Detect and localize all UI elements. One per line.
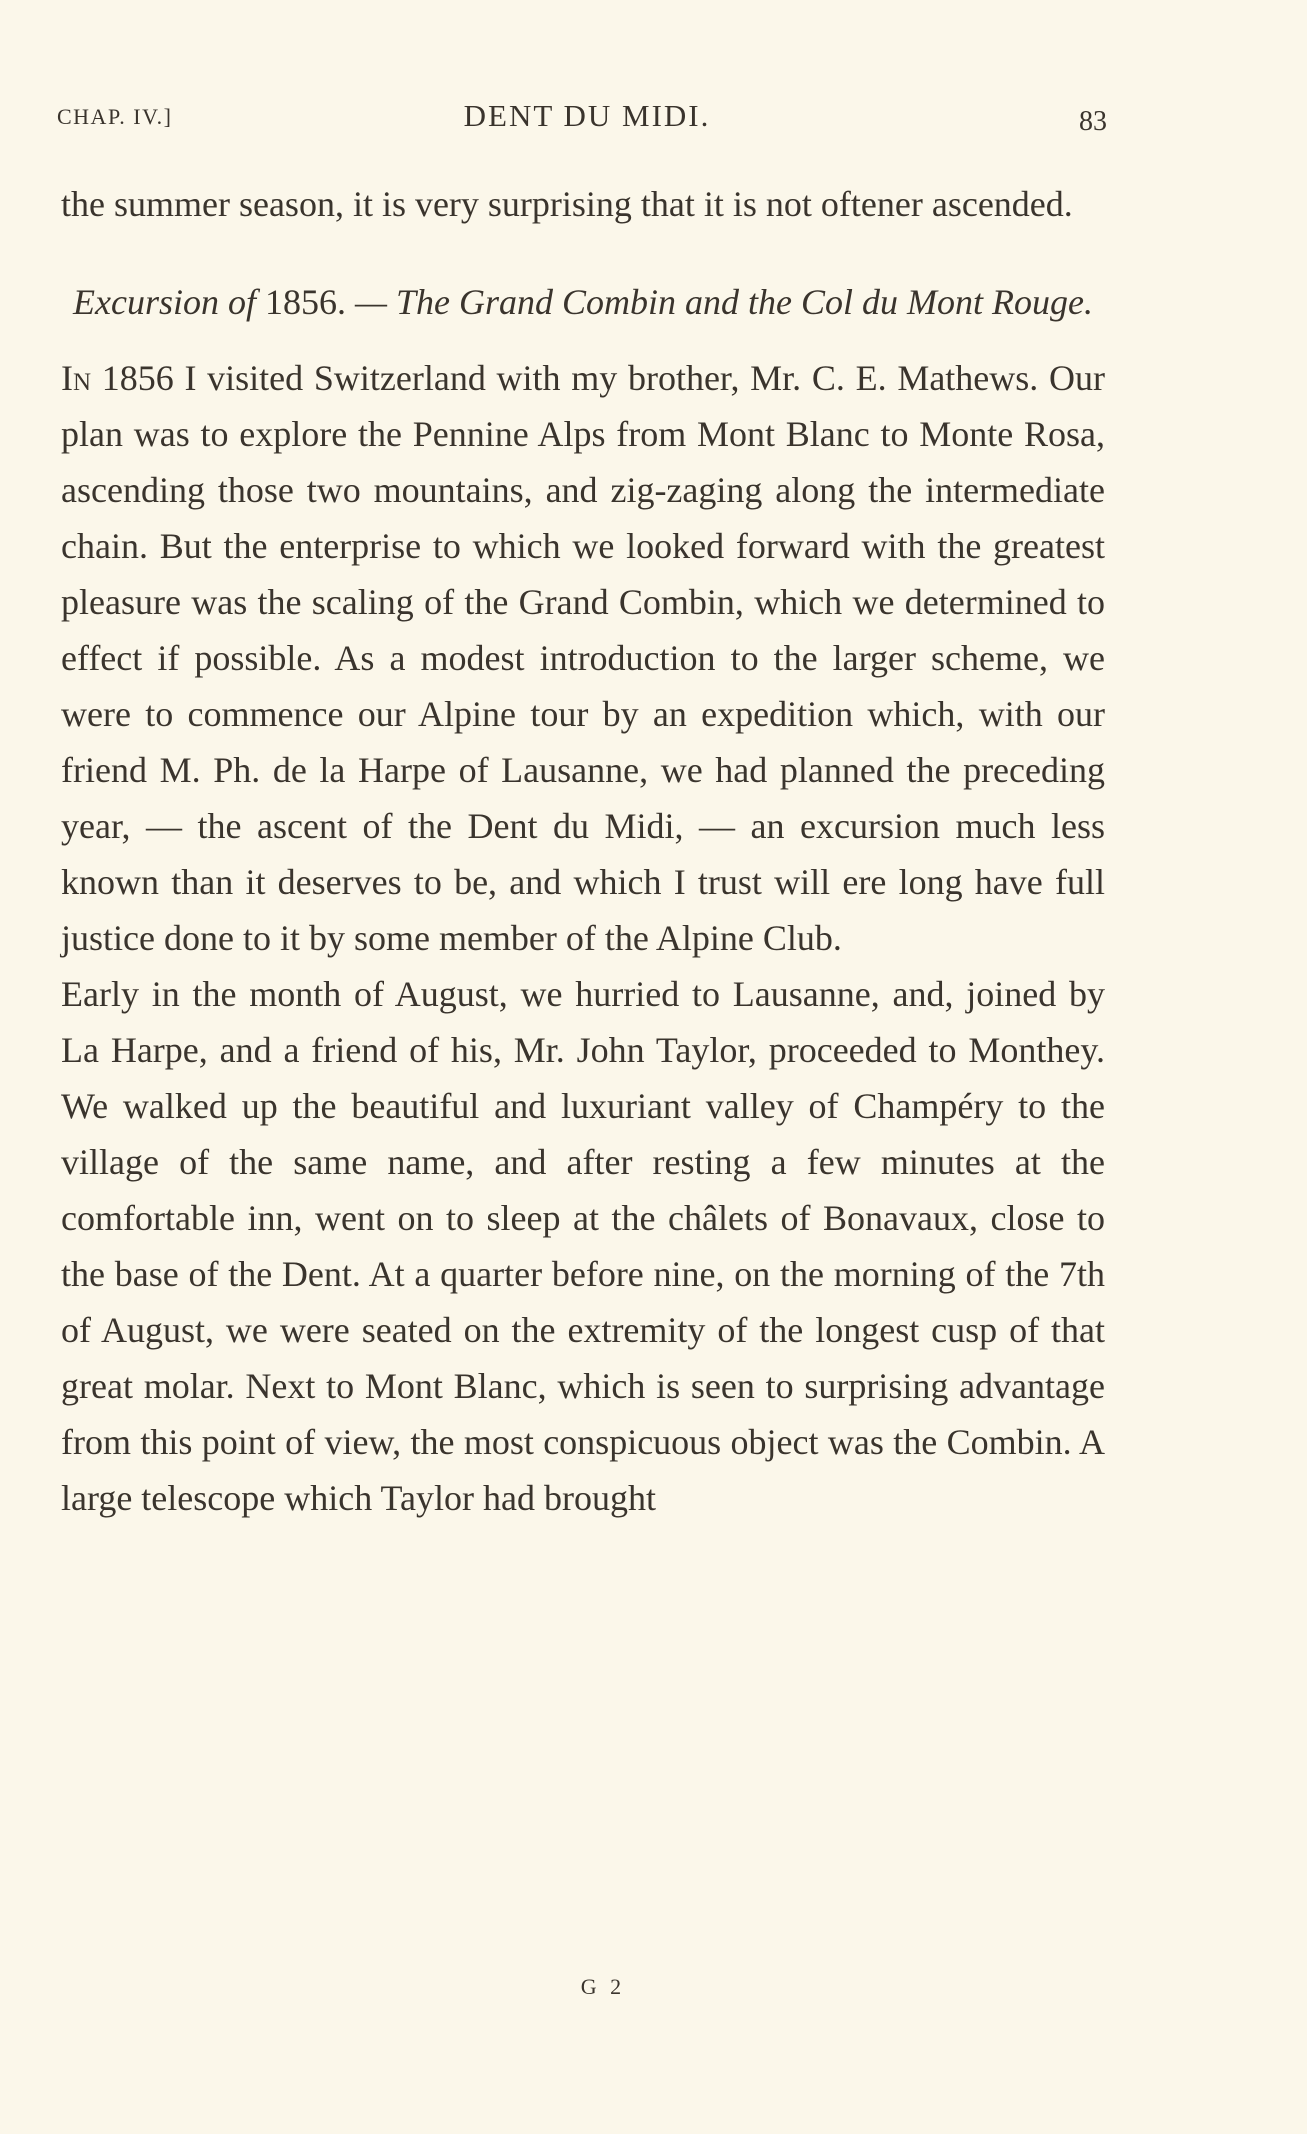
- body-text: [61, 176, 1105, 1526]
- running-head: [57, 98, 1107, 138]
- paragraph-body: 1856 I visited Switzerland with my brother, Mr. C. E. Mathews. Our plan was to explore the Pennine Alps from Mont Blanc to Monte Rosa, ascending those two mountains, and zig-zaging along the intermediate chain. But the enterprise to which we looked forward with the greatest pleasure was the scaling of the Grand Combin, which we determined to effect if possible. As a modest introduction to the larger scheme, we were to commence our Alpine tour by an expedition which, with our friend M. Ph. de la Harpe of Lausanne, we had planned the preceding year, — the ascent of the Dent du Midi, — an excursion much less known than it deserves to be, and which I trust will ere long have full justice done to it by some member of the Alpine Club.: [61, 358, 1105, 958]
- heading-part2: — The Grand Combin and the Col du Mont Rouge.: [346, 282, 1093, 322]
- chapter-label: CHAP. IV.]: [57, 104, 173, 129]
- page-title: DENT DU MIDI.: [463, 98, 711, 133]
- page-number: 83: [1079, 106, 1107, 137]
- heading-year: 1856.: [265, 282, 346, 322]
- paragraph-1856-visit: [61, 350, 1105, 966]
- opening-paragraph: the summer season, it is very surprising that it is not oftener ascended.: [61, 184, 1073, 224]
- paragraph-august: Early in the month of August, we hurried to Lausanne, and, joined by La Harpe, and a friend of his, Mr. John Taylor, proceeded to Monthey. We walked up the beautiful and luxuriant valley of Champéry to the village of the same name, and after resting a few minutes at the comfortable inn, went on to sleep at the châlets of Bonavaux, close to the base of the Dent. At a quarter before nine, on the morning of the 7th of August, we were seated on the extremity of the longest cusp of that great molar. Next to Mont Blanc, which is seen to surprising advantage from this point of view, the most conspicuous object was the Combin. A large telescope which Taylor had brought: [61, 974, 1105, 1518]
- paragraph-first-word: In: [61, 358, 92, 398]
- heading-part1: Excursion of: [73, 282, 256, 322]
- section-heading: [61, 274, 1105, 330]
- signature-mark: G 2: [580, 1974, 626, 1999]
